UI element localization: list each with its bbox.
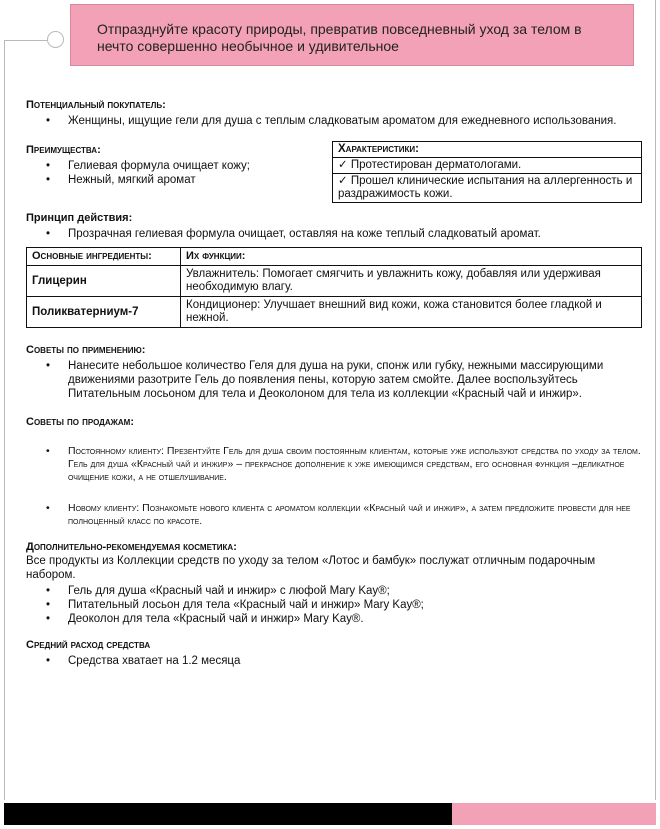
ingredient-name: Глицерин <box>27 266 181 297</box>
buyer-list <box>26 114 642 128</box>
principle-list <box>26 227 642 241</box>
consumption-list <box>26 654 642 668</box>
table-row <box>27 266 642 297</box>
characteristics-item: ✓ Протестирован дерматологами. <box>333 158 642 174</box>
characteristics-heading: Характеристики: <box>333 142 642 158</box>
functions-col-header: Их функции: <box>181 248 642 266</box>
decorative-circle <box>47 31 64 48</box>
footer-bar-pink <box>452 803 656 825</box>
header-title: Отпразднуйте красоту природы, превратив повседневный уход за телом в нечто совершенно необычное и удивительное <box>97 21 582 54</box>
list-item: • Женщины, ищущие гели для душа с теплым сладковатым ароматом для ежедневного использования. <box>26 114 642 128</box>
list-item: • Гель для душа «Красный чай и инжир» с люфой Mary Kay®; <box>26 584 642 598</box>
additional-list <box>26 584 642 626</box>
list-item: • Нанесите небольшое количество Геля для душа на руки, спонж или губку, нежными массирующими движениями разотрите Гель до появления пены, которую затем смойте. Далее воспользуйтесь Питательным лосьоном для тела и Деоколоном для тела из коллекции «Красный чай и инжир». <box>26 359 642 401</box>
benefits-heading: Преимущества: <box>26 144 101 156</box>
additional-intro: Все продукты из Коллекции средств по уходу за телом «Лотос и бамбук» послужат отличным подарочным набором. <box>26 555 596 581</box>
list-item: • Постоянному клиенту: Презентуйте Гель для душа своим постоянным клиентам, которые уже используют средства по уходу за телом. Гель для душа «Красный чай и инжир» – прекрасное дополнение к уже имеющимся средствам, его основная функция –деликатное очищение кожи, а не отшелушивание. <box>26 445 642 484</box>
list-item: • Новому клиенту: Познакомьте нового клиента с ароматом коллекции «Красный чай и инжир», а затем предложите провести для нее полноценный класс по красоте. <box>26 502 642 528</box>
list-item: • Гелиевая формула очищает кожу; <box>26 159 250 173</box>
header-banner <box>70 4 634 66</box>
consumption-heading: Средний расход средства <box>26 639 151 651</box>
page-frame-top <box>4 40 49 41</box>
list-item: • Прозрачная гелиевая формула очищает, оставляя на коже теплый сладковатый аромат. <box>26 227 642 241</box>
ingredient-function: Кондиционер: Улучшает внешний вид кожи, кожа становится более гладкой и нежной. <box>181 297 642 328</box>
sales-list <box>26 445 642 528</box>
buyer-heading: Потенциальный покупатель: <box>26 99 166 111</box>
footer-bar-black <box>4 803 452 825</box>
characteristics-item: ✓ Прошел клинические испытания на аллергенность и раздражимость кожи. <box>333 174 642 203</box>
table-row <box>27 297 642 328</box>
benefits-block <box>26 143 250 203</box>
page-frame-left <box>4 40 5 800</box>
benefits-section <box>26 143 642 203</box>
list-item: • Средства хватает на 1.2 месяца <box>26 654 642 668</box>
list-item: • Питательный лосьон для тела «Красный чай и инжир» Mary Kay®; <box>26 598 642 612</box>
ingredient-function: Увлажнитель: Помогает смягчить и увлажнить кожу, добавляя или удерживая необходимую влагу. <box>181 266 642 297</box>
sales-heading: Советы по продажам: <box>26 416 134 428</box>
characteristics-table <box>332 141 642 203</box>
principle-heading: Принцип действия: <box>26 212 133 224</box>
ingredients-table <box>26 247 642 328</box>
ingredients-col-header: Основные ингредиенты: <box>27 248 181 266</box>
list-item: • Деоколон для тела «Красный чай и инжир» Mary Kay®. <box>26 612 642 626</box>
ingredient-name: Поликватерниум-7 <box>27 297 181 328</box>
usage-heading: Советы по применению: <box>26 344 146 356</box>
list-item: • Нежный, мягкий аромат <box>26 173 250 187</box>
document-body <box>26 98 642 668</box>
additional-heading: Дополнительно-рекомендуемая косметика: <box>26 541 237 553</box>
benefits-list <box>26 159 250 187</box>
usage-list <box>26 359 642 401</box>
page-frame-right <box>655 0 656 800</box>
